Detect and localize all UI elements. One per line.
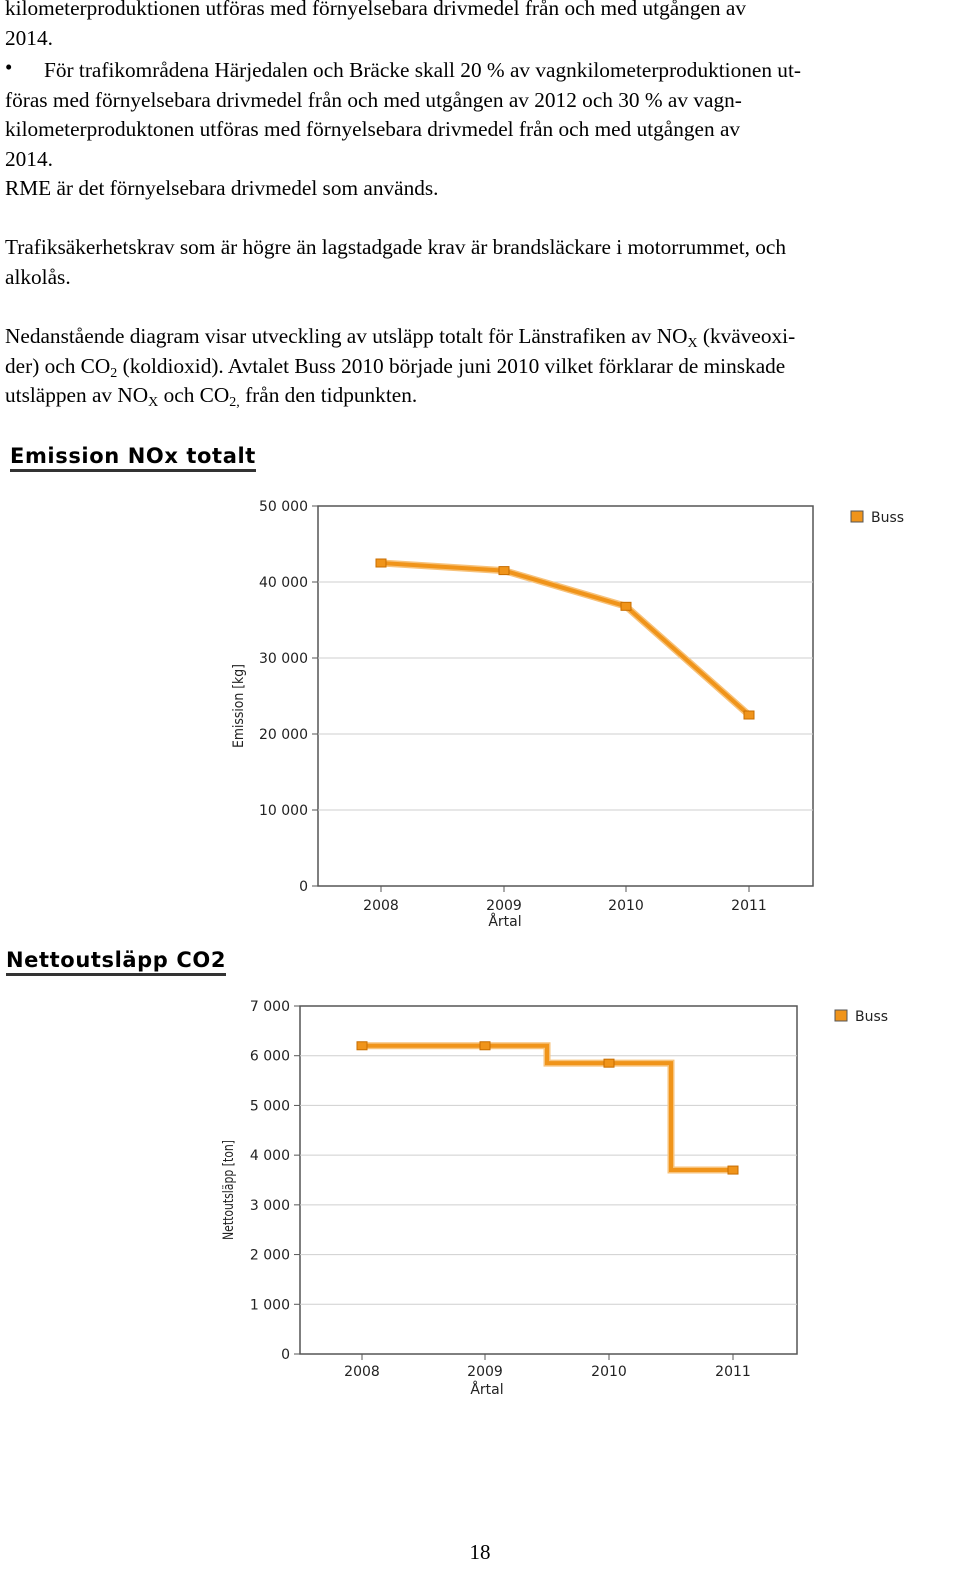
text-line: Nedanstående diagram visar utveckling av utsläpp totalt för Länstrafiken av $NO_X$ (kväveoxi- xyxy=(5,324,796,351)
data-point xyxy=(621,602,631,610)
x-tick-label: 2008 xyxy=(363,898,399,914)
x-tick-label: 2009 xyxy=(467,1364,503,1380)
data-point xyxy=(480,1042,490,1050)
data-point xyxy=(376,559,386,567)
y-tick-label: 20 000 xyxy=(259,727,308,743)
y-axis-label: Nettoutsläpp [ton] xyxy=(221,1111,237,1240)
x-tick-label: 2011 xyxy=(731,898,767,914)
text-line: Trafiksäkerhetskrav som är högre än lagstadgade krav är brandsläckare i motorrummet, och xyxy=(5,235,787,259)
x-tick-label: 2010 xyxy=(608,898,644,914)
y-tick-label: 0 xyxy=(299,879,308,895)
legend-swatch xyxy=(851,511,863,522)
text-line: kilometerproduktonen utföras med förnyelsebara drivmedel från och med utgången av xyxy=(5,117,741,141)
legend-swatch xyxy=(835,1010,847,1021)
text-line: 2014. xyxy=(5,146,53,171)
paragraph-diagram-intro xyxy=(5,322,955,411)
bullet-item xyxy=(5,56,956,174)
x-tick-label: 2011 xyxy=(715,1364,751,1380)
y-tick-label: 50 000 xyxy=(259,499,308,515)
y-tick-label: 4 000 xyxy=(249,1148,290,1165)
x-axis-label: Årtal xyxy=(488,914,522,930)
data-point xyxy=(499,567,509,575)
text-line: utsläppen av $NO_X$ och $CO_{2,}$ från den tidpunkten. xyxy=(5,383,418,410)
y-axis-label: Emission [kg] xyxy=(231,653,247,748)
x-axis-label: Årtal xyxy=(470,1382,504,1398)
y-tick-label: 30 000 xyxy=(259,651,308,667)
y-tick-label: 10 000 xyxy=(259,803,308,819)
text-line: föras med förnyelsebara drivmedel från och med utgången av 2012 och 30 % av vagn- xyxy=(5,87,742,112)
x-tick-label: 2010 xyxy=(591,1364,627,1380)
y-tick-label: 1 000 xyxy=(249,1297,290,1314)
data-point xyxy=(357,1042,367,1050)
text-line: alkolås. xyxy=(5,264,71,289)
data-point xyxy=(728,1166,738,1174)
x-tick-label: 2008 xyxy=(344,1364,380,1380)
text-line: kilometerproduktionen utföras med förnyelsebara drivmedel från och med utgången av xyxy=(5,0,746,20)
y-tick-label: 6 000 xyxy=(249,1048,290,1065)
y-tick-label: 7 000 xyxy=(249,999,290,1015)
y-tick-label: 3 000 xyxy=(249,1197,290,1214)
chart-title-nox: Emission NOx totalt xyxy=(10,444,256,472)
data-point xyxy=(744,711,754,719)
y-tick-label: 40 000 xyxy=(259,575,308,591)
x-tick-label: 2009 xyxy=(486,898,522,914)
y-tick-label: 2 000 xyxy=(249,1247,290,1264)
chart-nox xyxy=(0,480,960,980)
chart-title-co2: Nettoutsläpp CO2 xyxy=(6,948,226,976)
bullet-dot: • xyxy=(5,55,13,79)
text-line: 2014. xyxy=(5,25,53,50)
paragraph-continuation xyxy=(5,0,955,53)
legend-label: Buss xyxy=(871,510,905,526)
paragraph-rme xyxy=(5,174,955,204)
legend-label: Buss xyxy=(855,1009,889,1025)
y-tick-label: 0 xyxy=(281,1347,290,1363)
paragraph-traffic-safety xyxy=(5,233,955,292)
chart-co2 xyxy=(0,990,960,1420)
data-point xyxy=(604,1059,614,1067)
y-tick-label: 5 000 xyxy=(249,1098,290,1115)
text-line: der) och $CO_2$ (koldioxid). Avtalet Buss 2010 började juni 2010 vilket förklarar de minskade xyxy=(5,353,786,381)
text-line: För trafikområdena Härjedalen och Bräcke skall 20 % av vagnkilometerproduktionen ut- xyxy=(44,58,801,82)
text-line: RME är det förnyelsebara drivmedel som används. xyxy=(5,176,439,200)
page-number: 18 xyxy=(469,1540,491,1564)
